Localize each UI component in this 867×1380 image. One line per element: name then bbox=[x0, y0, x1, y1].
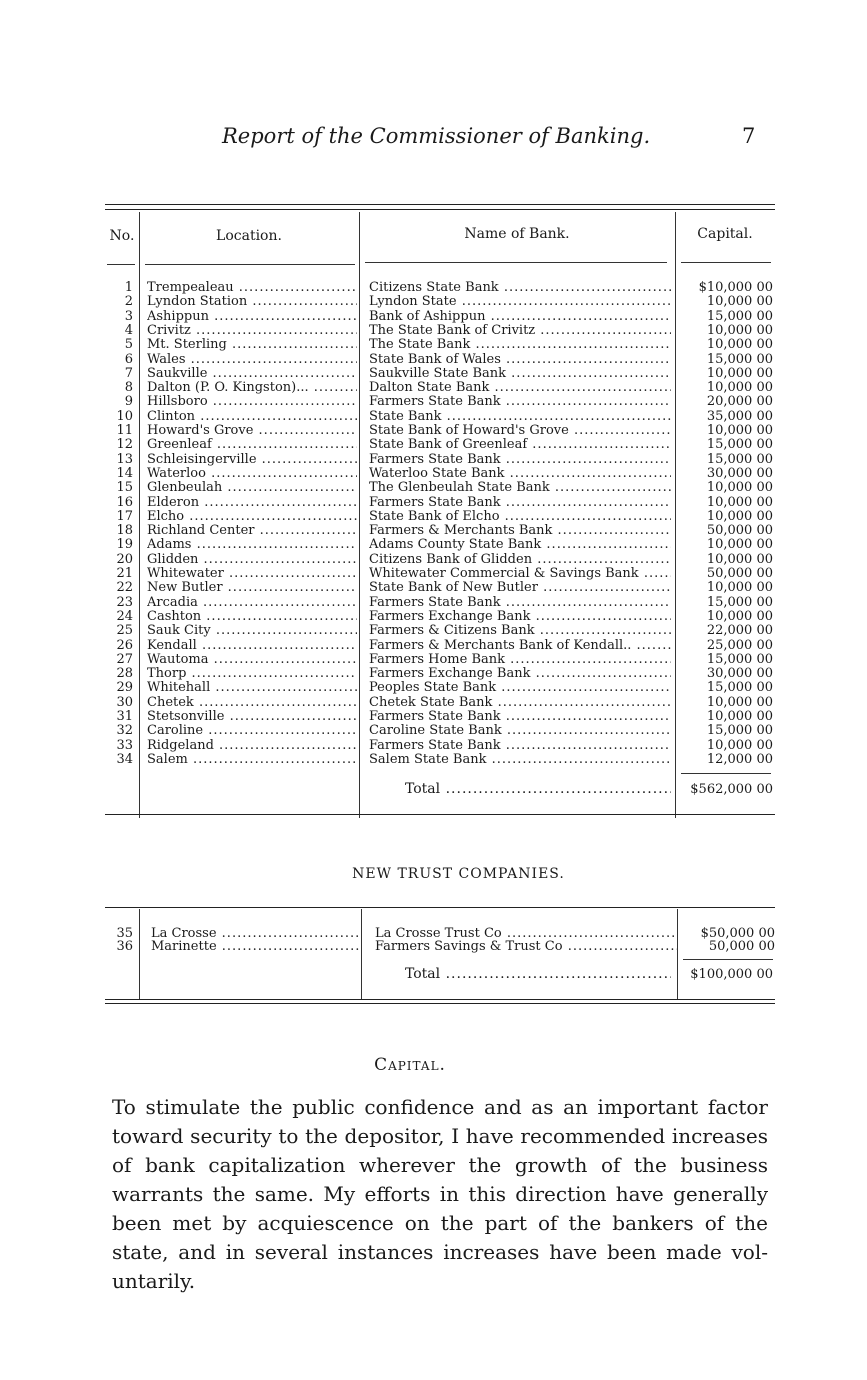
row-bank-name: State Bank of Elcho ..... bbox=[369, 510, 671, 524]
table-row bbox=[105, 681, 775, 695]
row-capital: 10,000 00 bbox=[706, 694, 773, 710]
table-bottom-rule-double bbox=[105, 1003, 775, 1004]
row-bank-name: Lyndon State ..... bbox=[369, 295, 671, 309]
table-row bbox=[105, 353, 775, 367]
row-bank-name: Farmers & Merchants Bank of Kendall.. ..... bbox=[369, 639, 671, 653]
total-label: Total ..... bbox=[405, 966, 671, 982]
table-row bbox=[105, 338, 775, 352]
row-location: Trempealeau ..... bbox=[147, 281, 357, 295]
row-location: New Butler ..... bbox=[147, 581, 357, 595]
column-header-capital: Capital. bbox=[697, 226, 753, 242]
row-number: 29 bbox=[116, 680, 133, 696]
row-location: Stetsonville ..... bbox=[147, 710, 357, 724]
paragraph-line: of bank capitalization wherever the growth of the business bbox=[112, 1153, 768, 1177]
row-bank-name: Dalton State Bank ..... bbox=[369, 381, 671, 395]
row-bank-name: The State Bank ..... bbox=[369, 338, 671, 352]
row-number: 15 bbox=[116, 480, 133, 496]
row-number: 11 bbox=[116, 423, 133, 438]
column-divider bbox=[677, 909, 678, 999]
table-row bbox=[105, 381, 775, 395]
row-location: Elcho ..... bbox=[147, 510, 357, 524]
paragraph-line: untarily. bbox=[112, 1269, 196, 1293]
table-row bbox=[105, 696, 775, 710]
row-location: Caroline ..... bbox=[147, 724, 357, 738]
running-title: Report of the Commissioner of Banking. bbox=[222, 124, 651, 148]
row-capital: 10,000 00 bbox=[706, 551, 773, 567]
row-capital: 30,000 00 bbox=[706, 465, 773, 481]
row-number: 19 bbox=[116, 537, 133, 553]
row-capital: 10,000 00 bbox=[706, 537, 773, 553]
row-location: Glenbeulah ..... bbox=[147, 481, 357, 495]
row-capital: 15,000 00 bbox=[706, 594, 773, 610]
trust-section-heading: NEW TRUST COMPANIES. bbox=[352, 866, 565, 882]
row-capital: 20,000 00 bbox=[706, 394, 773, 410]
row-capital: 10,000 00 bbox=[706, 423, 773, 438]
paragraph-line: To stimulate the public confidence and as an important factor bbox=[112, 1095, 768, 1119]
row-bank-name: Saukville State Bank ..... bbox=[369, 367, 671, 381]
row-location: Salem ..... bbox=[147, 753, 357, 767]
table-row bbox=[105, 324, 775, 338]
header-rule bbox=[365, 262, 667, 263]
row-location: La Crosse ..... bbox=[151, 927, 361, 941]
row-number: 17 bbox=[116, 508, 133, 524]
table-row bbox=[105, 753, 775, 767]
row-bank-name: Caroline State Bank ..... bbox=[369, 724, 671, 738]
row-number: 10 bbox=[116, 408, 133, 424]
table-row bbox=[105, 567, 775, 581]
table-row bbox=[105, 596, 775, 610]
banks-table bbox=[105, 204, 775, 818]
row-location: Kendall ..... bbox=[147, 639, 357, 653]
row-location: Cashton ..... bbox=[147, 610, 357, 624]
table-row bbox=[105, 453, 775, 467]
row-location: Whitehall ..... bbox=[147, 681, 357, 695]
row-number: 27 bbox=[116, 651, 133, 667]
row-number: 25 bbox=[116, 623, 133, 639]
row-number: 2 bbox=[124, 294, 133, 310]
row-number: 30 bbox=[116, 694, 133, 710]
row-capital: 50,000 00 bbox=[708, 939, 775, 954]
row-number: 18 bbox=[116, 523, 133, 539]
row-location: Wales ..... bbox=[147, 353, 357, 367]
row-number: 14 bbox=[116, 465, 133, 481]
row-capital: 22,000 00 bbox=[706, 623, 773, 639]
row-bank-name: State Bank of Wales ..... bbox=[369, 353, 671, 367]
total-label: Total ..... bbox=[405, 781, 671, 797]
row-capital: 10,000 00 bbox=[706, 294, 773, 310]
column-divider bbox=[139, 909, 140, 999]
row-capital: 10,000 00 bbox=[706, 380, 773, 396]
table-row bbox=[105, 739, 775, 753]
row-location: Adams ..... bbox=[147, 538, 357, 552]
row-location: Arcadia ..... bbox=[147, 596, 357, 610]
table-row bbox=[105, 496, 775, 510]
total-value: $562,000 00 bbox=[690, 782, 773, 797]
page-header bbox=[0, 124, 867, 154]
row-number: 16 bbox=[116, 494, 133, 510]
row-bank-name: Farmers State Bank ..... bbox=[369, 496, 671, 510]
total-rule bbox=[681, 773, 771, 774]
row-bank-name: Whitewater Commercial & Savings Bank ..... bbox=[369, 567, 671, 581]
column-header-location: Location. bbox=[216, 228, 282, 244]
header-rule bbox=[107, 264, 135, 265]
row-bank-name: The Glenbeulah State Bank ..... bbox=[369, 481, 671, 495]
row-bank-name: State Bank ..... bbox=[369, 410, 671, 424]
table-top-rule-double bbox=[105, 209, 775, 210]
row-bank-name: Farmers Exchange Bank ..... bbox=[369, 667, 671, 681]
paragraph-line: state, and in several instances increases have been made vol- bbox=[112, 1240, 768, 1264]
row-number: 36 bbox=[116, 939, 133, 954]
row-location: Saukville ..... bbox=[147, 367, 357, 381]
row-capital: 10,000 00 bbox=[706, 337, 773, 353]
row-number: 22 bbox=[116, 580, 133, 596]
row-capital: 10,000 00 bbox=[706, 508, 773, 524]
row-bank-name: Farmers Home Bank ..... bbox=[369, 653, 671, 667]
table-row bbox=[105, 927, 775, 941]
row-number: 8 bbox=[124, 380, 133, 396]
row-bank-name: Citizens State Bank ..... bbox=[369, 281, 671, 295]
row-location: Crivitz ..... bbox=[147, 324, 357, 338]
row-number: 3 bbox=[124, 308, 133, 324]
row-number: 5 bbox=[124, 337, 133, 353]
row-bank-name: The State Bank of Crivitz ..... bbox=[369, 324, 671, 338]
row-number: 13 bbox=[116, 451, 133, 467]
row-location: Sauk City ..... bbox=[147, 624, 357, 638]
table-bottom-rule bbox=[105, 999, 775, 1000]
row-number: 20 bbox=[116, 551, 133, 567]
row-capital: 25,000 00 bbox=[706, 637, 773, 653]
header-rule bbox=[145, 264, 355, 265]
row-location: Lyndon Station ..... bbox=[147, 295, 357, 309]
row-bank-name: Chetek State Bank ..... bbox=[369, 696, 671, 710]
row-location: Ridgeland ..... bbox=[147, 739, 357, 753]
total-rule bbox=[683, 959, 773, 960]
row-number: 26 bbox=[116, 637, 133, 653]
row-capital: 15,000 00 bbox=[706, 351, 773, 367]
row-location: Thorp ..... bbox=[147, 667, 357, 681]
row-number: 1 bbox=[124, 280, 133, 295]
row-capital: 10,000 00 bbox=[706, 480, 773, 496]
table-row bbox=[105, 424, 775, 438]
capital-heading: Capital. bbox=[374, 1055, 446, 1075]
row-number: 24 bbox=[116, 608, 133, 624]
row-bank-name: Farmers State Bank ..... bbox=[369, 395, 671, 409]
row-capital: 12,000 00 bbox=[706, 751, 773, 767]
row-bank-name: Farmers State Bank ..... bbox=[369, 596, 671, 610]
row-bank-name: La Crosse Trust Co ..... bbox=[375, 927, 677, 941]
total-value: $100,000 00 bbox=[690, 967, 773, 982]
row-number: 6 bbox=[124, 351, 133, 367]
row-capital: $10,000 00 bbox=[698, 280, 773, 295]
row-bank-name: Adams County State Bank ..... bbox=[369, 538, 671, 552]
row-bank-name: State Bank of New Butler ..... bbox=[369, 581, 671, 595]
table-row bbox=[105, 940, 775, 954]
row-capital: 15,000 00 bbox=[706, 437, 773, 453]
row-capital: 10,000 00 bbox=[706, 365, 773, 381]
row-location: Mt. Sterling ..... bbox=[147, 338, 357, 352]
trust-table bbox=[105, 903, 775, 1009]
row-bank-name: Farmers & Citizens Bank ..... bbox=[369, 624, 671, 638]
row-bank-name: State Bank of Greenleaf ..... bbox=[369, 438, 671, 452]
table-row bbox=[105, 367, 775, 381]
row-location: Schleisingerville ..... bbox=[147, 453, 357, 467]
row-number: 4 bbox=[124, 322, 133, 338]
row-location: Waterloo ..... bbox=[147, 467, 357, 481]
row-number: 35 bbox=[116, 926, 133, 941]
table-row bbox=[105, 467, 775, 481]
row-number: 21 bbox=[116, 566, 133, 581]
row-location: Glidden ..... bbox=[147, 553, 357, 567]
row-capital: 15,000 00 bbox=[706, 651, 773, 667]
row-bank-name: Farmers State Bank ..... bbox=[369, 453, 671, 467]
table-row bbox=[105, 295, 775, 309]
row-location: Elderon ..... bbox=[147, 496, 357, 510]
row-location: Hillsboro ..... bbox=[147, 395, 357, 409]
table-row bbox=[105, 310, 775, 324]
row-number: 23 bbox=[116, 594, 133, 610]
row-capital: 10,000 00 bbox=[706, 608, 773, 624]
row-capital: 10,000 00 bbox=[706, 322, 773, 338]
table-row bbox=[105, 438, 775, 452]
row-bank-name: Waterloo State Bank ..... bbox=[369, 467, 671, 481]
row-number: 32 bbox=[116, 723, 133, 739]
row-location: Greenleaf ..... bbox=[147, 438, 357, 452]
table-row bbox=[105, 639, 775, 653]
row-bank-name: Salem State Bank ..... bbox=[369, 753, 671, 767]
table-top-rule bbox=[105, 907, 775, 908]
row-capital: $50,000 00 bbox=[700, 926, 775, 941]
table-row bbox=[105, 710, 775, 724]
row-capital: 50,000 00 bbox=[706, 566, 773, 581]
row-capital: 10,000 00 bbox=[706, 580, 773, 596]
row-bank-name: State Bank of Howard's Grove ..... bbox=[369, 424, 671, 438]
table-row bbox=[105, 410, 775, 424]
row-location: Howard's Grove ..... bbox=[147, 424, 357, 438]
table-row bbox=[105, 395, 775, 409]
table-row bbox=[105, 653, 775, 667]
row-location: Ashippun ..... bbox=[147, 310, 357, 324]
paragraph-line: toward security to the depositor, I have recommended increases bbox=[112, 1124, 768, 1148]
row-bank-name: Farmers Savings & Trust Co ..... bbox=[375, 940, 677, 954]
table-row bbox=[105, 724, 775, 738]
row-capital: 15,000 00 bbox=[706, 680, 773, 696]
row-number: 7 bbox=[124, 365, 133, 381]
row-location: Richland Center ..... bbox=[147, 524, 357, 538]
row-bank-name: Citizens Bank of Glidden ..... bbox=[369, 553, 671, 567]
row-number: 33 bbox=[116, 737, 133, 753]
table-row bbox=[105, 553, 775, 567]
column-header-no: No. bbox=[109, 228, 135, 244]
header-rule bbox=[681, 262, 771, 263]
row-number: 12 bbox=[116, 437, 133, 453]
column-divider bbox=[361, 909, 362, 999]
table-row bbox=[105, 610, 775, 624]
row-capital: 10,000 00 bbox=[706, 737, 773, 753]
row-number: 31 bbox=[116, 709, 133, 724]
row-number: 9 bbox=[124, 394, 133, 410]
table-row bbox=[105, 281, 775, 295]
table-row bbox=[105, 481, 775, 495]
row-location: Wautoma ..... bbox=[147, 653, 357, 667]
row-bank-name: Farmers & Merchants Bank ..... bbox=[369, 524, 671, 538]
row-capital: 15,000 00 bbox=[706, 308, 773, 324]
row-bank-name: Farmers State Bank ..... bbox=[369, 710, 671, 724]
row-bank-name: Farmers State Bank ..... bbox=[369, 739, 671, 753]
row-location: Marinette ..... bbox=[151, 940, 361, 954]
row-capital: 50,000 00 bbox=[706, 523, 773, 539]
column-header-name: Name of Bank. bbox=[464, 226, 570, 242]
table-row bbox=[105, 624, 775, 638]
paragraph-line: warrants the same. My efforts in this direction have generally bbox=[112, 1182, 768, 1206]
table-row bbox=[105, 538, 775, 552]
row-bank-name: Bank of Ashippun ..... bbox=[369, 310, 671, 324]
table-row bbox=[105, 667, 775, 681]
row-number: 34 bbox=[116, 751, 133, 767]
table-top-rule bbox=[105, 204, 775, 205]
row-location: Dalton (P. O. Kingston)... ..... bbox=[147, 381, 357, 395]
table-bottom-rule bbox=[105, 814, 775, 815]
row-capital: 10,000 00 bbox=[706, 494, 773, 510]
row-location: Whitewater ..... bbox=[147, 567, 357, 581]
row-capital: 35,000 00 bbox=[706, 408, 773, 424]
row-capital: 15,000 00 bbox=[706, 451, 773, 467]
row-number: 28 bbox=[116, 666, 133, 682]
row-capital: 15,000 00 bbox=[706, 723, 773, 739]
table-row bbox=[105, 581, 775, 595]
page-number: 7 bbox=[742, 124, 756, 148]
row-location: Clinton ..... bbox=[147, 410, 357, 424]
row-location: Chetek ..... bbox=[147, 696, 357, 710]
row-bank-name: Farmers Exchange Bank ..... bbox=[369, 610, 671, 624]
row-capital: 30,000 00 bbox=[706, 666, 773, 682]
paragraph-line: been met by acquiescence on the part of the bankers of the bbox=[112, 1211, 768, 1235]
table-row bbox=[105, 524, 775, 538]
capital-paragraph bbox=[112, 1093, 768, 1296]
table-row bbox=[105, 510, 775, 524]
row-capital: 10,000 00 bbox=[706, 709, 773, 724]
row-bank-name: Peoples State Bank ..... bbox=[369, 681, 671, 695]
